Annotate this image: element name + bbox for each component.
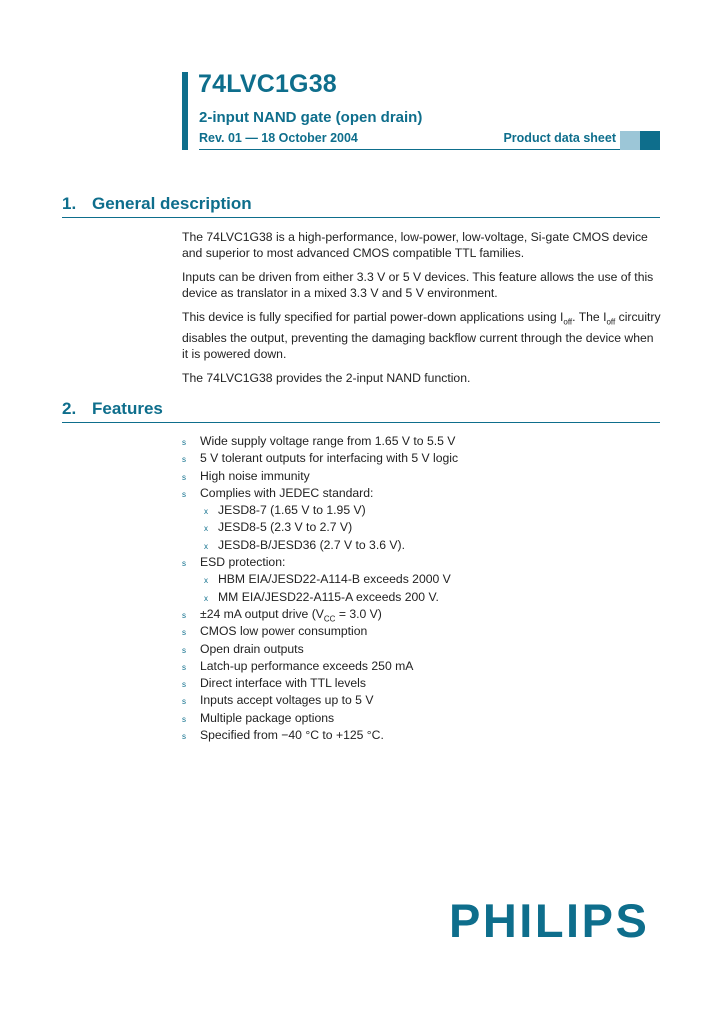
doc-type-marker-light <box>620 131 640 150</box>
sub-bullet-icon: x <box>204 576 208 586</box>
revision-date: Rev. 01 — 18 October 2004 <box>199 131 358 145</box>
doc-type-marker-dark <box>640 131 660 150</box>
bullet-icon: s <box>182 645 186 655</box>
list-item: s Multiple package options <box>182 710 662 727</box>
document-title: 74LVC1G38 <box>198 70 337 98</box>
sub-list-item: x JESD8-7 (1.65 V to 1.95 V) <box>182 502 662 519</box>
list-item: s Complies with JEDEC standard: <box>182 485 662 502</box>
general-description-body <box>182 229 662 394</box>
paragraph: The 74LVC1G38 provides the 2-input NAND function. <box>182 371 471 386</box>
bullet-icon: s <box>182 610 186 620</box>
list-item: s Direct interface with TTL levels <box>182 675 662 692</box>
bullet-icon: s <box>182 662 186 672</box>
list-item: s Open drain outputs <box>182 641 662 658</box>
section-heading-general-description <box>62 194 252 214</box>
sub-bullet-icon: x <box>204 541 208 551</box>
bullet-icon: s <box>182 732 186 742</box>
list-item: s ESD protection: <box>182 554 662 571</box>
section-number: 2. <box>62 399 77 418</box>
paragraph: The 74LVC1G38 is a high-performance, low-power, low-voltage, Si-gate CMOS device and superior to most advanced CMOS compatible TTL families. <box>182 230 648 260</box>
section-rule <box>62 217 660 218</box>
list-item: s 5 V tolerant outputs for interfacing with 5 V logic <box>182 450 662 467</box>
bullet-icon: s <box>182 697 186 707</box>
section-rule <box>62 422 660 423</box>
list-item: s Inputs accept voltages up to 5 V <box>182 692 662 709</box>
bullet-icon: s <box>182 438 186 447</box>
features-list <box>182 433 662 744</box>
sub-bullet-icon: x <box>204 593 208 603</box>
list-item: s Specified from −40 °C to +125 °C. <box>182 727 662 744</box>
philips-logo: PHILIPS <box>449 894 650 947</box>
bullet-icon: s <box>182 489 186 499</box>
bullet-icon: s <box>182 559 186 569</box>
document-subtitle: 2-input NAND gate (open drain) <box>199 109 423 126</box>
sub-list-item: x MM EIA/JESD22-A115-A exceeds 200 V. <box>182 589 662 606</box>
sub-list-item: x JESD8-5 (2.3 V to 2.7 V) <box>182 519 662 536</box>
sub-list-item: x JESD8-B/JESD36 (2.7 V to 3.6 V). <box>182 537 662 554</box>
section-heading-features <box>62 399 163 419</box>
bullet-icon: s <box>182 714 186 724</box>
bullet-icon: s <box>182 455 186 465</box>
sub-bullet-icon: x <box>204 507 208 517</box>
paragraph: This device is fully specified for partial power-down applications using $I_{off}$. The $I_{off}$ circuitry disables the output, preventing the damaging backflow current through the device when it is powered down. <box>182 310 661 362</box>
bullet-icon: s <box>182 628 186 638</box>
section-title: Features <box>92 399 163 418</box>
list-item: s High noise immunity <box>182 468 662 485</box>
list-item: s ±24 mA output drive ($V_{CC} = 3.0$ V) <box>182 606 382 624</box>
bullet-icon: s <box>182 472 186 482</box>
section-number: 1. <box>62 194 77 213</box>
list-item: s CMOS low power consumption <box>182 623 662 640</box>
header-rule <box>199 149 620 150</box>
sub-bullet-icon: x <box>204 524 208 534</box>
document-type: Product data sheet <box>503 131 616 145</box>
list-item: s Wide supply voltage range from 1.65 V to 5.5 V <box>182 433 662 450</box>
list-item: s Latch-up performance exceeds 250 mA <box>182 658 662 675</box>
paragraph: Inputs can be driven from either 3.3 V or 5 V devices. This feature allows the use of this device as translator in a mixed 3.3 V and 5 V environment. <box>182 270 654 300</box>
sub-list-item: x HBM EIA/JESD22-A114-B exceeds 2000 V <box>182 571 662 588</box>
bullet-icon: s <box>182 680 186 690</box>
header-accent-bar <box>182 72 188 150</box>
section-title: General description <box>92 194 252 213</box>
